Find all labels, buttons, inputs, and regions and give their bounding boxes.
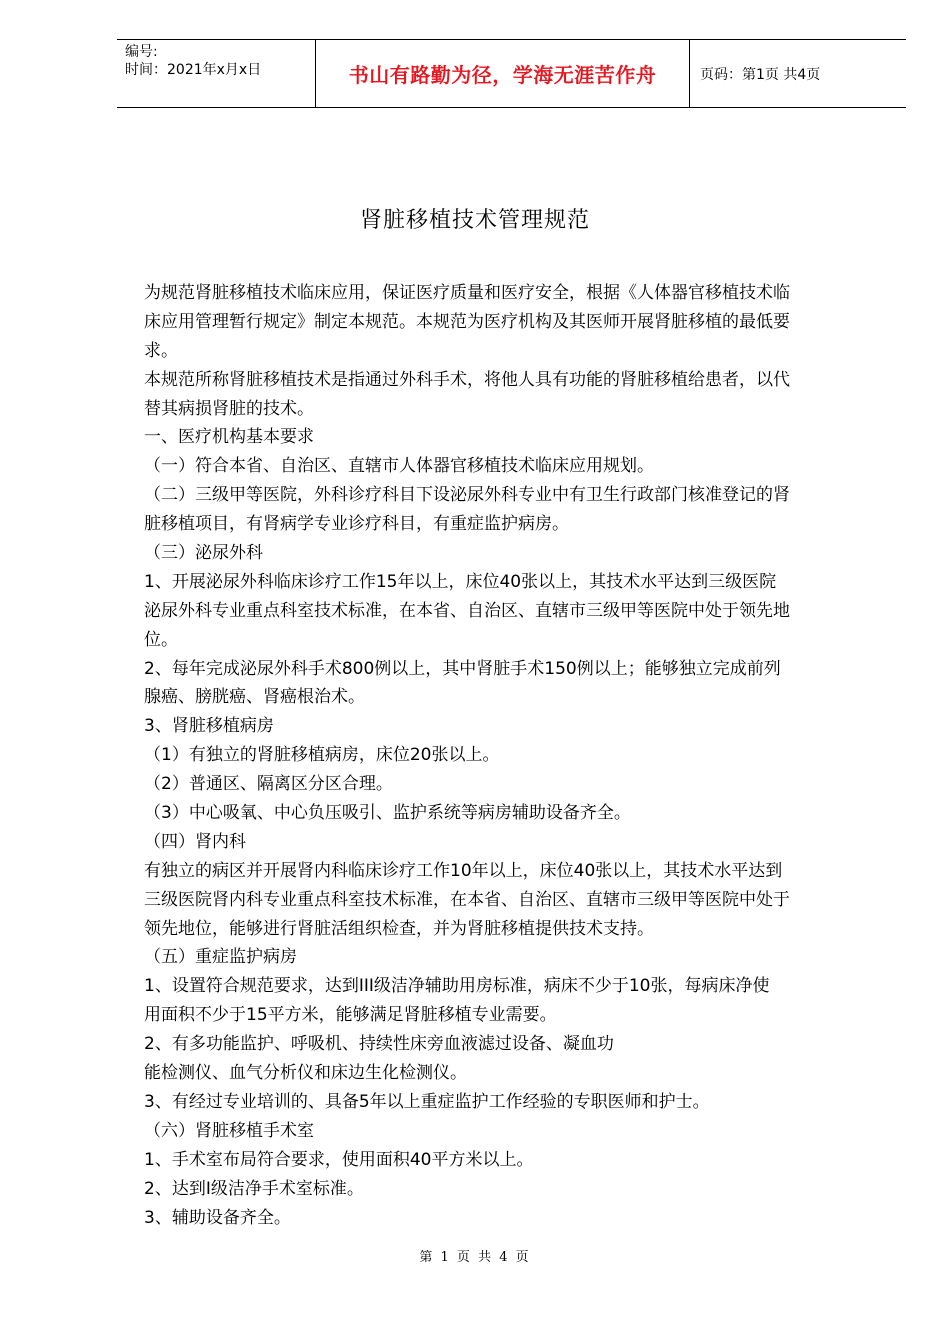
body-line: 一、医疗机构基本要求 <box>144 427 314 448</box>
body-line: 位。 <box>144 629 178 650</box>
body-line: 为规范肾脏移植技术临床应用，保证医疗质量和医疗安全，根据《人体器官移植技术临 <box>144 283 790 303</box>
body-line: 1、开展泌尿外科临床诊疗工作15年以上，床位40张以上，其技术水平达到三级医院 <box>144 571 777 592</box>
document-title: 肾脏移植技术管理规范 <box>359 208 590 233</box>
body-line: 1、设置符合规范要求，达到III级洁净辅助用房标准，病床不少于10张，每病床净使 <box>144 976 770 997</box>
document-body <box>144 279 874 1232</box>
header-page-label: 页码：第1页 共4页 <box>700 66 821 83</box>
body-line: （3）中心吸氧、中心负压吸引、监护系统等病房辅助设备齐全。 <box>144 803 631 824</box>
body-line: 2、达到I级洁净手术室标准。 <box>144 1178 364 1199</box>
body-line: 替其病损肾脏的技术。 <box>144 398 314 419</box>
body-line: 3、有经过专业培训的、具备5年以上重症监护工作经验的专职医师和护士。 <box>144 1091 710 1112</box>
page-footer: 第 1 页 共 4 页 <box>419 1250 531 1265</box>
body-line: 床应用管理暂行规定》制定本规范。本规范为医疗机构及其医师开展肾脏移植的最低要 <box>144 311 790 332</box>
body-line: 有独立的病区并开展肾内科临床诊疗工作10年以上，床位40张以上，其技术水平达到 <box>144 860 783 881</box>
body-line: （四）肾内科 <box>144 831 246 852</box>
body-line: （三）泌尿外科 <box>144 543 263 564</box>
body-line: 泌尿外科专业重点科室技术标准，在本省、自治区、直辖市三级甲等医院中处于领先地 <box>144 600 790 621</box>
body-line: 脏移植项目，有肾病学专业诊疗科目，有重症监护病房。 <box>144 514 569 535</box>
body-line: （2）普通区、隔离区分区合理。 <box>144 774 393 795</box>
time-label: 时间：2021年x月x日 <box>125 62 262 78</box>
body-line: 3、肾脏移植病房 <box>144 716 274 737</box>
body-line: 1、手术室布局符合要求，使用面积40平方米以上。 <box>144 1149 534 1170</box>
body-line: 用面积不少于15平方米，能够满足肾脏移植专业需要。 <box>144 1005 557 1026</box>
header-motto: 书山有路勤为径，学海无涯苦作舟 <box>316 40 690 107</box>
body-line: 3、辅助设备齐全。 <box>144 1207 291 1228</box>
body-line: 2、每年完成泌尿外科手术800例以上，其中肾脏手术150例以上；能够独立完成前列 <box>144 658 781 679</box>
body-line: （六）肾脏移植手术室 <box>144 1120 314 1141</box>
header-meta <box>117 40 316 107</box>
body-line: （1）有独立的肾脏移植病房，床位20张以上。 <box>144 745 500 766</box>
page-header <box>117 39 906 108</box>
body-line: 本规范所称肾脏移植技术是指通过外科手术，将他人具有功能的肾脏移植给患者，以代 <box>144 369 790 390</box>
body-line: （二）三级甲等医院，外科诊疗科目下设泌尿外科专业中有卫生行政部门核准登记的肾 <box>144 485 790 506</box>
body-line: 2、有多功能监护、呼吸机、持续性床旁血液滤过设备、凝血功 <box>144 1034 614 1055</box>
body-line: 腺癌、膀胱癌、肾癌根治术。 <box>144 687 365 708</box>
body-line: 领先地位，能够进行肾脏活组织检查，并为肾脏移植提供技术支持。 <box>144 918 654 939</box>
body-line: （五）重症监护病房 <box>144 947 297 968</box>
body-line: 求。 <box>144 340 178 361</box>
serial-label: 编号: <box>125 44 158 60</box>
body-line: （一）符合本省、自治区、直辖市人体器官移植技术临床应用规划。 <box>144 456 654 477</box>
body-line: 三级医院肾内科专业重点科室技术标准，在本省、自治区、直辖市三级甲等医院中处于 <box>144 889 790 910</box>
body-line: 能检测仪、血气分析仪和床边生化检测仪。 <box>144 1063 467 1084</box>
